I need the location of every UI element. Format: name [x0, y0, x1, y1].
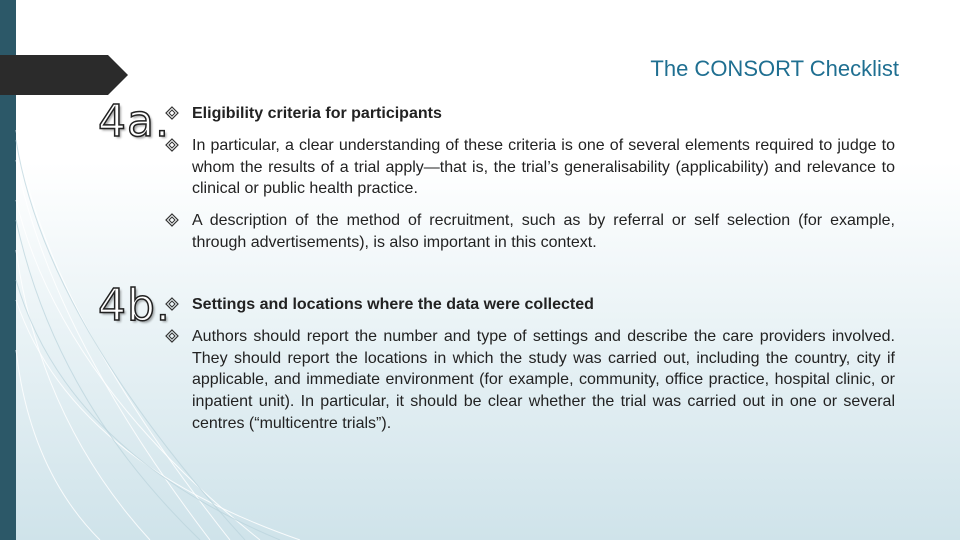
diamond-outline-icon	[164, 328, 180, 344]
bullet-recruitment-detail: A description of the method of recruitment, such as by referral or self selection (for example, through advertisements), is also important in this context.	[192, 212, 895, 251]
section-number-4a: 4a.	[98, 96, 170, 147]
bullet-eligibility-heading: Eligibility criteria for participants	[192, 105, 442, 122]
section-number-4b: 4b.	[98, 280, 171, 331]
diamond-outline-icon	[164, 137, 180, 153]
title-tab-arrow	[0, 55, 128, 95]
bullet-settings-detail: Authors should report the number and type of settings and describe the care providers involved. They should report the locations in which the study was carried out, including the country, city if applicable, and immediate environment (for example, community, office practice, hospital clinic, or inpatient unit). In particular, it should be clear whether the trial was carried out in one or several centres (“multicentre trials”).	[192, 328, 895, 432]
bullet-settings-heading: Settings and locations where the data were collected	[192, 296, 594, 313]
bullet-eligibility-detail: In particular, a clear understanding of these criteria is one of several elements required to judge to whom the results of a trial apply—that is, the trial’s generalisability (applicability) and relevance to clinical or public health practice.	[192, 137, 895, 198]
diamond-outline-icon	[164, 296, 180, 312]
diamond-outline-icon	[164, 105, 180, 121]
diamond-outline-icon	[164, 212, 180, 228]
slide-title: The CONSORT Checklist	[650, 56, 899, 81]
